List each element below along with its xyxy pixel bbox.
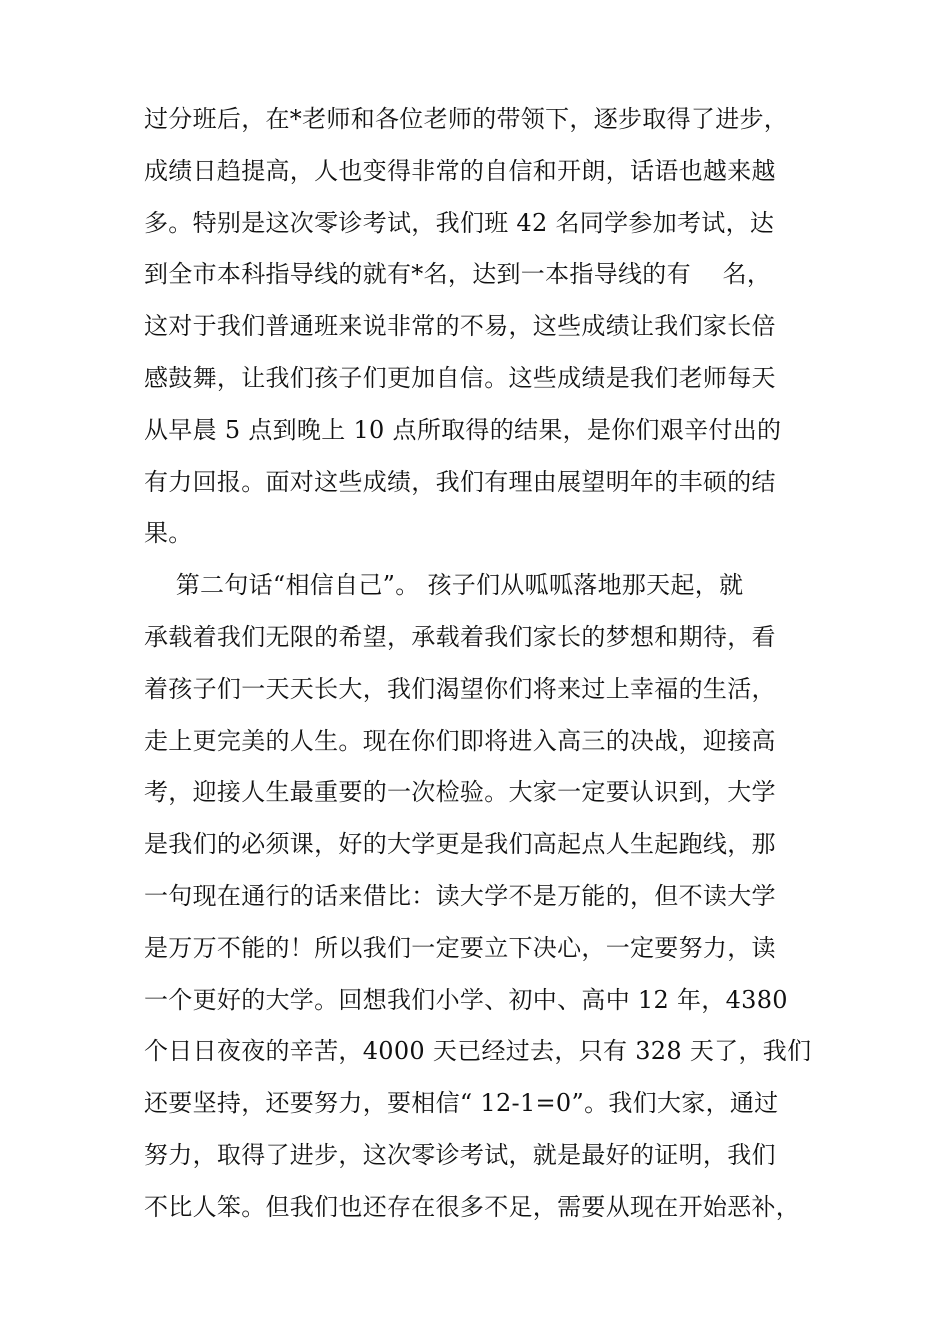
- text-line: 到全市本科指导线的就有*名，达到一本指导线的有 名，: [144, 260, 772, 289]
- text-line: 个日日夜夜的辛苦，4000 天已经过去，只有 328 天了，我们: [144, 1037, 812, 1066]
- text-line: 感鼓舞，让我们孩子们更加自信。这些成绩是我们老师每天: [144, 363, 776, 392]
- paragraph-start-line: 第二句话“相信自己”。 孩子们从呱呱落地那天起，就: [144, 571, 744, 600]
- text-line: 果。: [144, 519, 193, 548]
- text-line: 一个更好的大学。回想我们小学、初中、高中 12 年，4380: [144, 985, 788, 1014]
- text-line: 承载着我们无限的希望，承载着我们家长的梦想和期待，看: [144, 622, 776, 651]
- text-line: 这对于我们普通班来说非常的不易，这些成绩让我们家长倍: [144, 312, 776, 341]
- text-line: 从早晨 5 点到晚上 10 点所取得的结果，是你们艰辛付出的: [144, 415, 782, 444]
- text-line: 有力回报。面对这些成绩，我们有理由展望明年的丰硕的结: [144, 467, 776, 496]
- text-line: 是万万不能的！所以我们一定要立下决心，一定要努力，读: [144, 933, 776, 962]
- body-text: [144, 94, 812, 1234]
- text-line: 考，迎接人生最重要的一次检验。大家一定要认识到，大学: [144, 778, 776, 807]
- text-line: 还要坚持，还要努力，要相信“ 12-1=0”。我们大家，通过: [144, 1089, 779, 1118]
- text-line: 一句现在通行的话来借比：读大学不是万能的，但不读大学: [144, 881, 776, 910]
- text-line: 不比人笨。但我们也还存在很多不足，需要从现在开始恶补，: [144, 1192, 801, 1221]
- text-line: 过分班后，在*老师和各位老师的带领下，逐步取得了进步，: [144, 105, 789, 133]
- text-line: 着孩子们一天天长大，我们渴望你们将来过上幸福的生活，: [144, 674, 776, 703]
- text-line: 成绩日趋提高，人也变得非常的自信和开朗，话语也越来越: [144, 156, 776, 185]
- text-line: 努力，取得了进步，这次零诊考试，就是最好的证明，我们: [144, 1140, 776, 1169]
- text-line: 走上更完美的人生。现在你们即将进入高三的决战，迎接高: [144, 726, 776, 755]
- text-line: 多。特别是这次零诊考试，我们班 42 名同学参加考试，达: [144, 208, 775, 237]
- text-line: 是我们的必须课，好的大学更是我们高起点人生起跑线，那: [144, 830, 776, 859]
